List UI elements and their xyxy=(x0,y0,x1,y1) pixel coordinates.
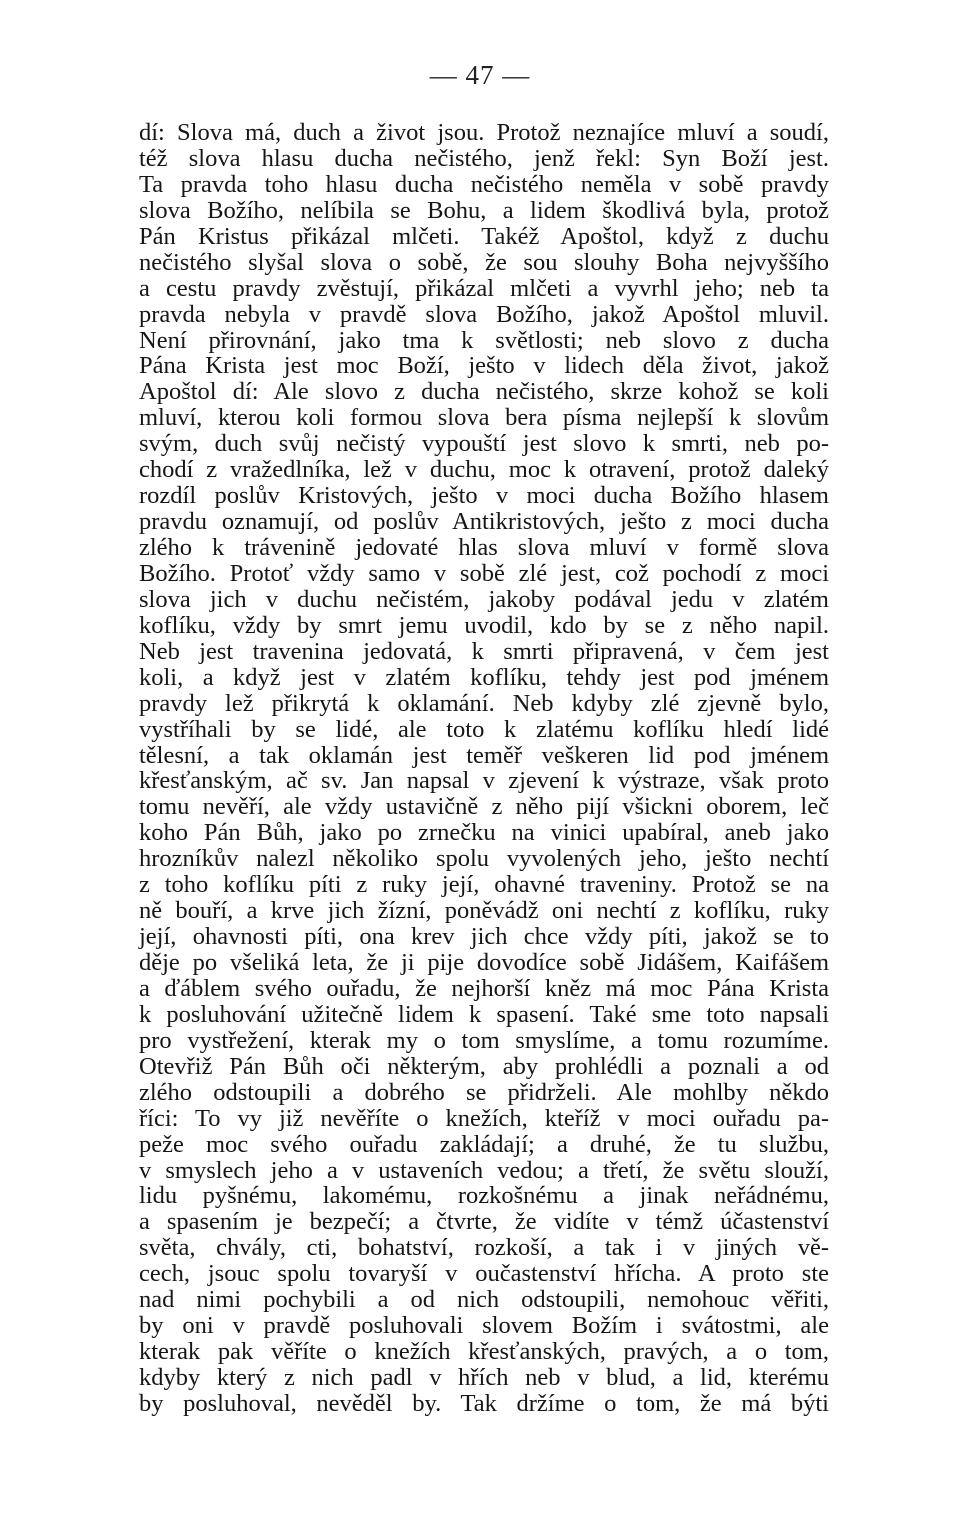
text-line: nečistého slyšal slova o sobě, že sou slouhy Boha nejvyššího xyxy=(139,248,829,276)
text-line: lidu pyšnému, lakomému, rozkošnému a jinak neřádnému, xyxy=(139,1182,829,1210)
text-line: zlého k trávenině jedovaté hlas slova mluví v formě slova xyxy=(139,534,829,561)
body-text xyxy=(139,120,829,1417)
text-line: koho Pán Bůh, jako po zrnečku na vinici upabíral, aneb jako xyxy=(139,819,829,847)
text-line: pravdy lež přikrytá k oklamání. Neb kdyby zlé zjevně bylo, xyxy=(139,689,829,717)
text-line: křesťanským, ač sv. Jan napsal v zjevení k výstraze, však proto xyxy=(139,767,829,795)
text-line: v smyslech jeho a v ustaveních vedou; a třetí, že světu slouží, xyxy=(139,1156,829,1184)
text-line: dí: Slova má, duch a život jsou. Protož neznajíce mluví a soudí, xyxy=(139,119,829,146)
page-number: — 47 — xyxy=(429,60,531,90)
text-line: Apoštol dí: Ale slovo z ducha nečistého, skrze kohož se koli xyxy=(139,378,829,406)
text-line: pravdu oznamují, od poslův Antikristových, ješto z moci ducha xyxy=(139,508,829,536)
text-line: by oni v pravdě posluhovali slovem Božím i svátostmi, ale xyxy=(139,1312,829,1340)
text-line: hrozníkův nalezl několiko spolu vyvolených jeho, ješto nechtí xyxy=(139,845,829,873)
text-line: ně bouří, a krve jich žízní, poněvádž oni nechtí z koflíku, ruky xyxy=(139,897,829,925)
text-line: cech, jsouc spolu tovaryší v oučastenství hřícha. A proto ste xyxy=(139,1260,829,1288)
text-line: pro vystřežení, kterak my o tom smyslíme, a tomu rozumíme. xyxy=(139,1026,829,1054)
text-line: Pána Krista jest moc Boží, ješto v lidech děla život, jakož xyxy=(139,352,829,380)
text-line: peže moc svého ouřadu zakládají; a druhé, že tu službu, xyxy=(139,1130,829,1158)
text-line: z toho koflíku píti z ruky její, ohavné traveniny. Protož se na xyxy=(139,871,829,899)
text-line: kterak pak věříte o knežích křesťanských, pravých, a o tom, xyxy=(139,1338,829,1366)
text-line: kdyby který z nich padl v hřích neb v blud, a lid, kterému xyxy=(139,1364,829,1391)
text-line: její, ohavnosti píti, ona krev jich chce vždy píti, jakož se to xyxy=(139,923,829,951)
text-line: děje po všeliká leta, že ji pije dovodíce sobě Jidášem, Kaifášem xyxy=(139,949,829,976)
text-line: k posluhování užitečně lidem k spasení. Také sme toto napsali xyxy=(139,1000,829,1028)
text-line: by posluhoval, nevěděl by. Tak držíme o tom, že má býti xyxy=(139,1389,829,1417)
text-line: pravda nebyla v pravdě slova Božího, jakož Apoštol mluvil. xyxy=(139,300,829,328)
text-line: Neb jest travenina jedovatá, k smrti připravená, v čem jest xyxy=(139,637,829,665)
text-line: Božího. Protoť vždy samo v sobě zlé jest, což pochodí z moci xyxy=(139,559,829,587)
text-line: a spasením je bezpečí; a čtvrte, že vidíte v témž účastenství xyxy=(139,1208,829,1236)
text-line: rozdíl poslův Kristových, ješto v moci ducha Božího hlasem xyxy=(139,482,829,510)
text-line: Pán Kristus přikázal mlčeti. Takéž Apoštol, když z duchu xyxy=(139,222,829,250)
text-line: tělesní, a tak oklamán jest teměř veškeren lid pod jménem xyxy=(139,741,829,769)
text-line: Otevřiž Pán Bůh oči některým, aby prohlédli a poznali a od xyxy=(139,1052,829,1080)
text-line: mluví, kterou koli formou slova bera písma nejlepší k slovům xyxy=(139,404,829,432)
text-line: nad nimi pochybili a od nich odstoupili, nemohouc věřiti, xyxy=(139,1286,829,1314)
text-line: svým, duch svůj nečistý vypouští jest slovo k smrti, neb po- xyxy=(139,430,829,458)
text-line: též slova hlasu ducha nečistého, jenž řekl: Syn Boží jest. xyxy=(139,144,829,172)
text-line: koli, a když jest v zlatém koflíku, tehdy jest pod jménem xyxy=(139,663,829,691)
text-line: a cestu pravdy zvěstují, přikázal mlčeti a vyvrhl jeho; neb ta xyxy=(139,274,829,302)
text-line: tomu nevěří, ale vždy ustavičně z něho pijí všickni oborem, leč xyxy=(139,793,829,821)
text-line: slova jich v duchu nečistém, jakoby podával jedu v zlatém xyxy=(139,585,829,613)
text-line: zlého odstoupili a dobrého se přidrželi. Ale mohlby někdo xyxy=(139,1078,829,1106)
text-line: říci: To vy již nevěříte o knežích, kteříž v moci ouřadu pa- xyxy=(139,1104,829,1132)
text-line: koflíku, vždy by smrt jemu uvodil, kdo by se z něho napil. xyxy=(139,611,829,639)
text-line: chodí z vražedlníka, lež v duchu, moc k otravení, protož daleký xyxy=(139,456,829,484)
text-line: vystříhali by se lidé, ale toto k zlatému koflíku hledí lidé xyxy=(139,715,829,743)
text-line: světa, chvály, cti, bohatství, rozkoší, a tak i v jiných vě- xyxy=(139,1234,829,1262)
text-line: slova Božího, nelíbila se Bohu, a lidem škodlivá byla, protož xyxy=(139,196,829,224)
text-line: a ďáblem svého ouřadu, že nejhorší kněz má moc Pána Krista xyxy=(139,974,829,1002)
text-line: Ta pravda toho hlasu ducha nečistého neměla v sobě pravdy xyxy=(139,170,829,198)
text-line: Není přirovnání, jako tma k světlosti; neb slovo z ducha xyxy=(139,326,829,354)
